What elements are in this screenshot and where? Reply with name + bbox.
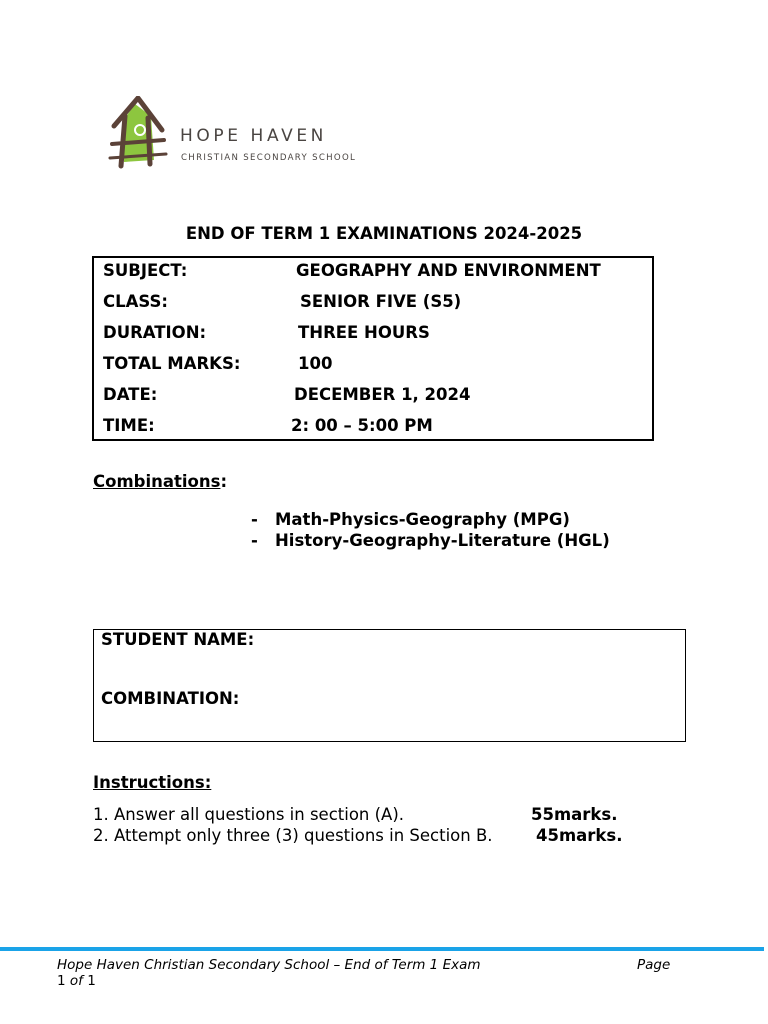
detail-label: TIME: — [103, 416, 155, 435]
detail-value: GEOGRAPHY AND ENVIRONMENT — [296, 261, 601, 280]
student-info-box — [93, 629, 686, 742]
combination-label: COMBINATION: — [101, 689, 240, 708]
footer-page-number — [57, 973, 96, 989]
detail-value: 100 — [298, 354, 333, 373]
house-emblem-icon — [108, 96, 172, 172]
detail-row-total-marks — [94, 354, 652, 378]
combination-item — [251, 510, 570, 529]
combination-bullet: - — [251, 510, 258, 529]
detail-label: CLASS: — [103, 292, 169, 311]
detail-row-class — [94, 292, 652, 316]
instruction-item: 2. Attempt only three (3) questions in Section B. — [93, 826, 493, 845]
detail-label: TOTAL MARKS: — [103, 354, 241, 373]
footer-page-word: Page — [637, 957, 671, 973]
footer-page-current: 1 — [57, 973, 66, 989]
combination-item — [251, 531, 610, 550]
footer-page-total: 1 — [87, 973, 96, 989]
footer-page-of: of — [69, 973, 83, 989]
combination-text: History-Geography-Literature (HGL) — [275, 531, 610, 550]
logo-school-subtitle: CHRISTIAN SECONDARY SCHOOL — [181, 153, 357, 163]
logo-school-name: HOPE HAVEN — [180, 126, 327, 146]
footer-rule — [0, 947, 764, 951]
instruction-marks: 45marks. — [536, 826, 623, 845]
detail-value: DECEMBER 1, 2024 — [294, 385, 471, 404]
exam-details-box — [92, 256, 654, 441]
combination-text: Math-Physics-Geography (MPG) — [275, 510, 570, 529]
combinations-heading-text: Combinations — [93, 472, 221, 491]
detail-row-date — [94, 385, 652, 409]
detail-value: 2: 00 – 5:00 PM — [291, 416, 433, 435]
exam-title: END OF TERM 1 EXAMINATIONS 2024-2025 — [185, 224, 583, 243]
instructions-heading: Instructions: — [93, 773, 212, 792]
combinations-heading — [93, 472, 227, 491]
instruction-marks: 55marks. — [531, 805, 618, 824]
school-logo — [108, 96, 378, 172]
combinations-heading-colon: : — [220, 472, 228, 491]
detail-label: DURATION: — [103, 323, 207, 342]
combination-bullet: - — [251, 531, 258, 550]
detail-row-time — [94, 416, 652, 440]
detail-row-subject — [94, 261, 652, 285]
detail-label: DATE: — [103, 385, 158, 404]
instruction-item: 1. Answer all questions in section (A). — [93, 805, 405, 824]
student-name-label: STUDENT NAME: — [101, 630, 255, 649]
detail-value: THREE HOURS — [298, 323, 430, 342]
footer-text: Hope Haven Christian Secondary School – End of Term 1 Exam — [57, 957, 481, 973]
detail-value: SENIOR FIVE (S5) — [300, 292, 462, 311]
detail-label: SUBJECT: — [103, 261, 188, 280]
detail-row-duration — [94, 323, 652, 347]
